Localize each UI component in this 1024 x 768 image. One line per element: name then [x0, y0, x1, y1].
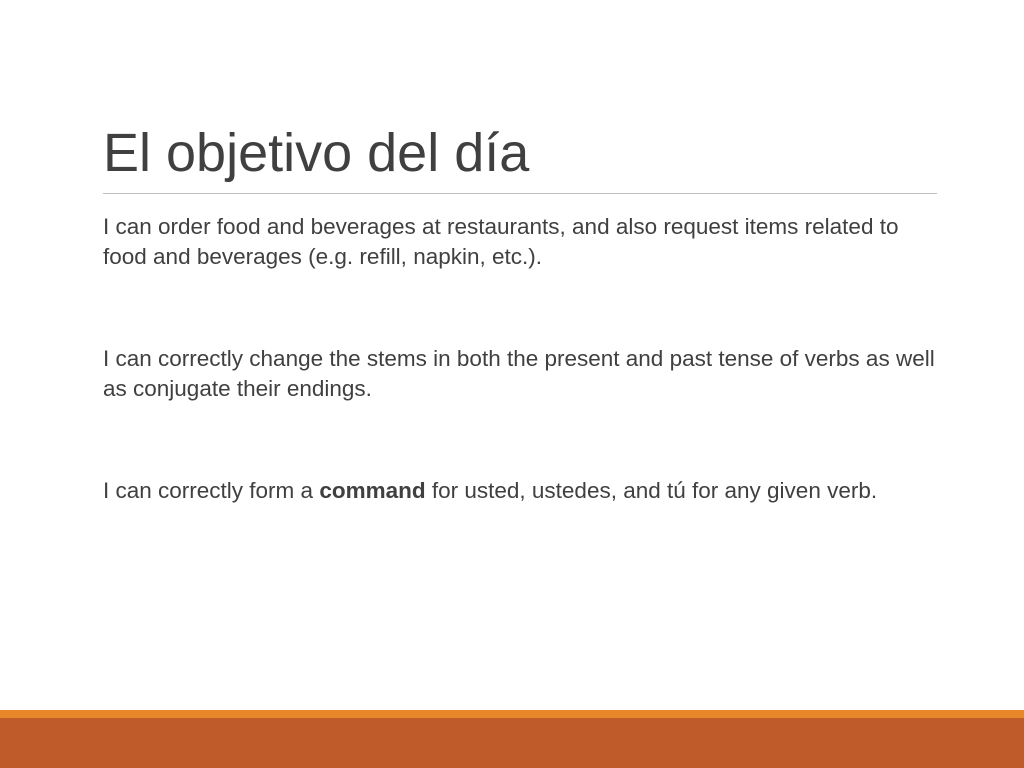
objective-3-bold-term: command: [319, 478, 426, 503]
objective-1: I can order food and beverages at restaurants, and also request items related to food and beverages (e.g. refill, napkin, etc.).: [103, 214, 899, 269]
footer-accent-strip: [0, 710, 1024, 718]
title-divider: [103, 193, 937, 194]
footer-accent-band: [0, 718, 1024, 768]
slide-title: El objetivo del día: [103, 123, 530, 183]
objective-3: [103, 476, 938, 506]
objective-3-text-after: for usted, ustedes, and tú for any given verb.: [425, 478, 878, 503]
objective-2: I can correctly change the stems in both the present and past tense of verbs as well as conjugate their endings.: [103, 346, 935, 401]
objective-3-text-before: I can correctly form a: [103, 478, 320, 503]
